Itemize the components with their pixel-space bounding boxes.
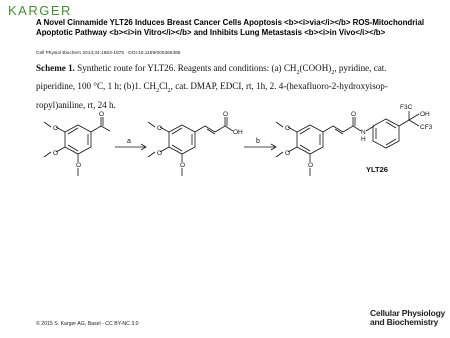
arrow-a-label: a	[127, 138, 131, 145]
o-label: O	[285, 125, 291, 132]
cf3-label: CF3	[420, 124, 433, 131]
o-label: O	[285, 150, 291, 157]
publisher-logo: KARGER	[8, 3, 72, 18]
scheme-caption: Scheme 1. Synthetic route for YLT26. Reagents and conditions: (a) $CH_2(COOH)_2$, pyridine, cat. piperidine, 100 °C, 1 h; (b)1. $CH_2Cl_2$, cat. DMAP, EDCI, rt, 1h, 2. 4-(hexafluoro-2-hydroxyisop-ropyl)aniline, rt, 24 h.	[36, 63, 388, 110]
arrow-b-label: b	[256, 138, 260, 145]
ylt26-structure	[276, 111, 419, 176]
o-label: O	[180, 162, 186, 169]
h-label: H	[361, 136, 366, 143]
journal-logo	[370, 309, 445, 327]
o-label: O	[53, 150, 59, 157]
o-label: O	[76, 162, 82, 169]
caption-label: Scheme 1.	[36, 63, 75, 73]
compound-label: YLT26	[366, 165, 388, 174]
o-label: O	[53, 125, 59, 132]
nh-label: N	[361, 129, 366, 136]
citation: Cell Physiol Biochem 2014;34:1863-1876 · DOI:10.1159/000366385	[36, 51, 181, 56]
o-label: O	[157, 150, 163, 157]
journal-name-line1: Cellular Physiology	[370, 308, 446, 318]
journal-name-line2: and Biochemistry	[370, 317, 439, 327]
page-title: A Novel Cinnamide YLT26 Induces Breast Cancer Cells Apoptosis <b><i>via</i></b> ROS-Mitochondrial Apoptotic Pathway <b><i>in Vitro</i></b> and Inhibits Lung Metastasis <b><i>in Vivo</i></b>	[36, 18, 425, 37]
o-label: O	[157, 125, 163, 132]
oh-label: OH	[420, 111, 430, 118]
copyright: © 2015 S. Karger AG, Basel - CC BY-NC 3.0	[36, 321, 139, 327]
o-label: O	[351, 111, 357, 118]
o-label: O	[99, 111, 105, 118]
oh-label: OH	[233, 129, 243, 136]
o-label: O	[223, 111, 229, 118]
caption-text: Synthetic route for YLT26. Reagents and conditions: (a) CH	[74, 63, 297, 73]
f3c-label: F3C	[400, 104, 413, 111]
o-label: O	[308, 162, 314, 169]
